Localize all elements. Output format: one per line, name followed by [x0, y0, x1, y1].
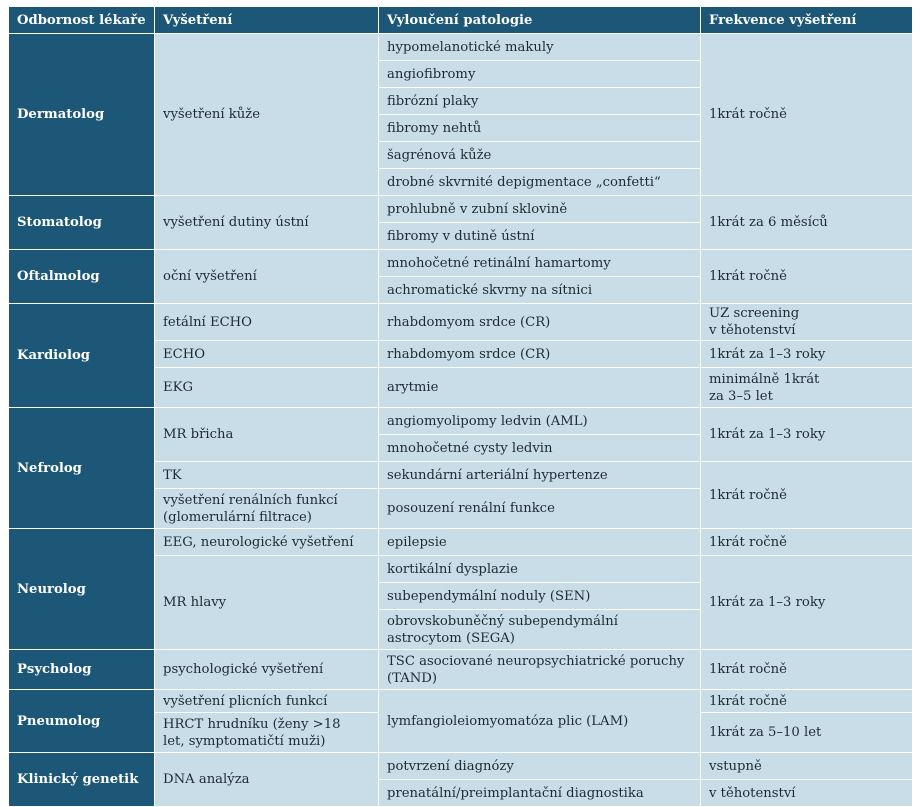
- frequency-cell: 1krát ročně: [701, 34, 913, 196]
- pathology-cell: drobné skvrnité depigmentace „confetti“: [379, 169, 701, 196]
- tsc-followup-table: [8, 6, 913, 807]
- specialty-oftalmolog: Oftalmolog: [9, 250, 155, 304]
- exam-cell: TK: [155, 462, 379, 489]
- pathology-line: obrovskobuněčný subependymální: [387, 613, 618, 629]
- frequency-cell: 1krát za 1–3 roky: [701, 556, 913, 650]
- pathology-cell: rhabdomyom srdce (CR): [379, 341, 701, 368]
- exam-cell: DNA analýza: [155, 753, 379, 807]
- exam-cell: EEG, neurologické vyšetření: [155, 529, 379, 556]
- frequency-cell: 1krát ročně: [701, 529, 913, 556]
- pathology-cell: arytmie: [379, 368, 701, 408]
- header-row: [9, 7, 913, 34]
- frequency-cell: 1krát ročně: [701, 650, 913, 690]
- pathology-cell: achromatické skvrny na sítnici: [379, 277, 701, 304]
- table-row: [9, 753, 913, 780]
- header-frequency: Frekvence vyšetření: [701, 7, 913, 34]
- exam-line: vyšetření renálních funkcí: [163, 492, 338, 508]
- frequency-line: za 3–5 let: [709, 388, 773, 404]
- pathology-cell: lymfangioleiomyomatóza plic (LAM): [379, 690, 701, 753]
- pathology-cell: prenatální/preimplantační diagnostika: [379, 780, 701, 807]
- exam-cell: psychologické vyšetření: [155, 650, 379, 690]
- frequency-cell: 1krát za 1–3 roky: [701, 341, 913, 368]
- frequency-cell: 1krát za 5–10 let: [701, 713, 913, 753]
- exam-line: let, symptomatičtí muži): [163, 733, 326, 749]
- exam-cell: MR hlavy: [155, 556, 379, 650]
- specialty-nefrolog: Nefrolog: [9, 408, 155, 529]
- table-row: [9, 250, 913, 277]
- pathology-cell: [379, 650, 701, 690]
- table-row: [9, 34, 913, 61]
- pathology-cell: fibrózní plaky: [379, 88, 701, 115]
- frequency-cell: v těhotenství: [701, 780, 913, 807]
- frequency-cell: vstupně: [701, 753, 913, 780]
- pathology-cell: mnohočetné cysty ledvin: [379, 435, 701, 462]
- frequency-line: UZ screening: [709, 306, 800, 321]
- frequency-cell: 1krát za 1–3 roky: [701, 408, 913, 462]
- specialty-stomatolog: Stomatolog: [9, 196, 155, 250]
- specialty-psycholog: Psycholog: [9, 650, 155, 690]
- pathology-cell: angiomyolipomy ledvin (AML): [379, 408, 701, 435]
- table-row: [9, 304, 913, 341]
- pathology-cell: fibromy v dutině ústní: [379, 223, 701, 250]
- pathology-cell: sekundární arteriální hypertenze: [379, 462, 701, 489]
- specialty-dermatolog: Dermatolog: [9, 34, 155, 196]
- exam-cell: oční vyšetření: [155, 250, 379, 304]
- exam-line: HRCT hrudníku (ženy >18: [163, 716, 341, 732]
- pathology-cell: mnohočetné retinální hamartomy: [379, 250, 701, 277]
- exam-cell: MR břicha: [155, 408, 379, 462]
- frequency-cell: 1krát ročně: [701, 690, 913, 713]
- exam-cell: ECHO: [155, 341, 379, 368]
- specialty-neurolog: Neurolog: [9, 529, 155, 650]
- frequency-cell: 1krát ročně: [701, 250, 913, 304]
- pathology-cell: šagrénová kůže: [379, 142, 701, 169]
- pathology-cell: subependymální noduly (SEN): [379, 583, 701, 610]
- table-row: [9, 690, 913, 713]
- specialty-kardiolog: Kardiolog: [9, 304, 155, 408]
- pathology-cell: potvrzení diagnózy: [379, 753, 701, 780]
- pathology-cell: angiofibromy: [379, 61, 701, 88]
- header-exam: Vyšetření: [155, 7, 379, 34]
- exam-cell: vyšetření plicních funkcí: [155, 690, 379, 713]
- exam-cell: vyšetření dutiny ústní: [155, 196, 379, 250]
- frequency-cell: [701, 304, 913, 341]
- exam-cell: EKG: [155, 368, 379, 408]
- pathology-cell: hypomelanotické makuly: [379, 34, 701, 61]
- table-row: [9, 408, 913, 435]
- pathology-cell: epilepsie: [379, 529, 701, 556]
- pathology-cell: fibromy nehtů: [379, 115, 701, 142]
- tsc-followup-table-wrapper: [8, 6, 912, 807]
- exam-cell: vyšetření kůže: [155, 34, 379, 196]
- specialty-klinicky-genetik: Klinický genetik: [9, 753, 155, 807]
- frequency-cell: [701, 368, 913, 408]
- frequency-cell: 1krát ročně: [701, 462, 913, 529]
- table-row: [9, 529, 913, 556]
- table-row: [9, 196, 913, 223]
- exam-line: (glomerulární filtrace): [163, 509, 312, 525]
- pathology-cell: kortikální dysplazie: [379, 556, 701, 583]
- frequency-line: v těhotenství: [709, 323, 796, 338]
- pathology-cell: rhabdomyom srdce (CR): [379, 304, 701, 341]
- frequency-cell: 1krát za 6 měsíců: [701, 196, 913, 250]
- frequency-line: minimálně 1krát: [709, 371, 820, 387]
- pathology-line: astrocytom (SEGA): [387, 630, 515, 646]
- header-specialty: Odbornost lékaře: [9, 7, 155, 34]
- exam-cell: [155, 713, 379, 753]
- pathology-line: (TAND): [387, 670, 437, 686]
- table-row: [9, 650, 913, 690]
- pathology-cell: prohlubně v zubní sklovině: [379, 196, 701, 223]
- header-pathology: Vyloučení patologie: [379, 7, 701, 34]
- pathology-line: TSC asociované neuropsychiatrické poruchy: [387, 653, 685, 669]
- exam-cell: [155, 489, 379, 529]
- pathology-cell: [379, 610, 701, 650]
- specialty-pneumolog: Pneumolog: [9, 690, 155, 753]
- exam-cell: fetální ECHO: [155, 304, 379, 341]
- pathology-cell: posouzení renální funkce: [379, 489, 701, 529]
